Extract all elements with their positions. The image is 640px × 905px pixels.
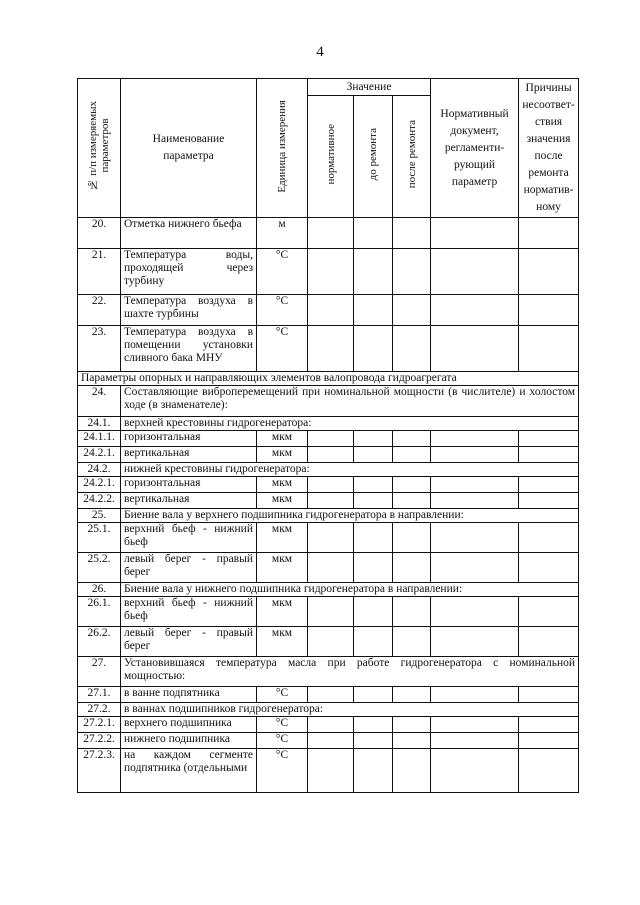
unit-cell: мкм bbox=[257, 523, 308, 553]
row-number: 23. bbox=[78, 326, 121, 372]
section-row bbox=[78, 372, 579, 386]
value-after-cell bbox=[393, 597, 431, 627]
parameters-table bbox=[77, 78, 579, 793]
value-normative-cell bbox=[308, 295, 354, 326]
value-before-cell bbox=[354, 493, 393, 509]
row-number: 21. bbox=[78, 249, 121, 295]
value-before-cell bbox=[354, 295, 393, 326]
value-before-cell bbox=[354, 326, 393, 372]
value-before-cell bbox=[354, 597, 393, 627]
value-after-cell bbox=[393, 627, 431, 657]
value-normative-cell bbox=[308, 749, 354, 793]
group-title: в ваннах подшипников гидрогенератора: bbox=[121, 703, 579, 717]
table-row bbox=[78, 597, 579, 627]
value-normative-cell bbox=[308, 493, 354, 509]
value-before-cell bbox=[354, 523, 393, 553]
col-header-document: Нормативный документ, регламенти- рующий параметр bbox=[431, 79, 519, 218]
parameter-name: верхний бьеф - нижний бьеф bbox=[121, 597, 257, 627]
group-title: нижней крестовины гидрогенератора: bbox=[121, 463, 579, 477]
row-number: 26.1. bbox=[78, 597, 121, 627]
document-cell bbox=[431, 447, 519, 463]
document-cell bbox=[431, 493, 519, 509]
reason-cell bbox=[519, 717, 579, 733]
table-row bbox=[78, 218, 579, 249]
value-normative-cell bbox=[308, 477, 354, 493]
col-header-reasons: Причины несоответ- ствия значения после ремонта норматив- ному bbox=[519, 79, 579, 218]
unit-cell: мкм bbox=[257, 627, 308, 657]
parameter-name: вертикальная bbox=[121, 493, 257, 509]
value-normative-cell bbox=[308, 218, 354, 249]
group-title: Биение вала у нижнего подшипника гидрогенератора в направлении: bbox=[121, 583, 579, 597]
document-cell bbox=[431, 295, 519, 326]
value-normative-cell bbox=[308, 553, 354, 583]
row-number: 27.2.1. bbox=[78, 717, 121, 733]
document-cell bbox=[431, 326, 519, 372]
document-cell bbox=[431, 553, 519, 583]
unit-cell: мкм bbox=[257, 553, 308, 583]
row-number: 25. bbox=[78, 509, 121, 523]
value-normative-cell bbox=[308, 326, 354, 372]
row-number: 26.2. bbox=[78, 627, 121, 657]
group-row bbox=[78, 386, 579, 417]
value-before-cell bbox=[354, 733, 393, 749]
value-before-cell bbox=[354, 249, 393, 295]
value-normative-cell bbox=[308, 627, 354, 657]
parameter-name: горизонтальная bbox=[121, 431, 257, 447]
group-title: Установившаяся температура масла при работе гидрогенератора с номинальной мощностью: bbox=[121, 657, 579, 687]
value-after-cell bbox=[393, 493, 431, 509]
reason-cell bbox=[519, 218, 579, 249]
value-after-cell bbox=[393, 523, 431, 553]
unit-cell: °С bbox=[257, 249, 308, 295]
col-header-normative: нормативное bbox=[308, 96, 354, 218]
value-after-cell bbox=[393, 687, 431, 703]
row-number: 27.2. bbox=[78, 703, 121, 717]
page-number: 4 bbox=[316, 44, 324, 60]
row-number: 24.1. bbox=[78, 417, 121, 431]
parameter-name: вертикальная bbox=[121, 447, 257, 463]
unit-cell: °С bbox=[257, 717, 308, 733]
document-cell bbox=[431, 523, 519, 553]
row-number: 27.2.3. bbox=[78, 749, 121, 793]
row-number: 27.2.2. bbox=[78, 733, 121, 749]
unit-cell: мкм bbox=[257, 597, 308, 627]
value-after-cell bbox=[393, 733, 431, 749]
parameter-name: горизонтальная bbox=[121, 477, 257, 493]
unit-cell: мкм bbox=[257, 447, 308, 463]
parameter-name: верхний бьеф - нижний бьеф bbox=[121, 523, 257, 553]
parameter-name: Отметка нижнего бьефа bbox=[121, 218, 257, 249]
reason-cell bbox=[519, 326, 579, 372]
document-cell bbox=[431, 749, 519, 793]
reason-cell bbox=[519, 749, 579, 793]
table-row bbox=[78, 717, 579, 733]
row-number: 24. bbox=[78, 386, 121, 417]
unit-cell: °С bbox=[257, 295, 308, 326]
value-normative-cell bbox=[308, 447, 354, 463]
unit-cell: мкм bbox=[257, 477, 308, 493]
value-normative-cell bbox=[308, 717, 354, 733]
value-after-cell bbox=[393, 553, 431, 583]
reason-cell bbox=[519, 627, 579, 657]
value-before-cell bbox=[354, 431, 393, 447]
row-number: 24.2.1. bbox=[78, 477, 121, 493]
value-normative-cell bbox=[308, 523, 354, 553]
group-title: Составляющие виброперемещений при номинальной мощности (в числителе) и холостом ходе (в знаменателе): bbox=[121, 386, 579, 417]
table-row bbox=[78, 553, 579, 583]
table-row bbox=[78, 326, 579, 372]
unit-cell: °С bbox=[257, 749, 308, 793]
header-row bbox=[78, 79, 579, 96]
value-normative-cell bbox=[308, 597, 354, 627]
value-normative-cell bbox=[308, 249, 354, 295]
row-number: 25.2. bbox=[78, 553, 121, 583]
row-number: 27. bbox=[78, 657, 121, 687]
section-title: Параметры опорных и направляющих элементов валопровода гидроагрегата bbox=[78, 372, 579, 386]
value-normative-cell bbox=[308, 431, 354, 447]
parameter-name: левый берег - правый берег bbox=[121, 627, 257, 657]
row-number: 20. bbox=[78, 218, 121, 249]
parameter-name: нижнего подшипника bbox=[121, 733, 257, 749]
unit-cell: °С bbox=[257, 733, 308, 749]
unit-cell: °С bbox=[257, 687, 308, 703]
col-header-value-group: Значение bbox=[308, 79, 431, 96]
reason-cell bbox=[519, 687, 579, 703]
document-cell bbox=[431, 249, 519, 295]
group-row bbox=[78, 583, 579, 597]
reason-cell bbox=[519, 553, 579, 583]
parameter-name: Температура воздуха в шахте турбины bbox=[121, 295, 257, 326]
reason-cell bbox=[519, 493, 579, 509]
table-row bbox=[78, 733, 579, 749]
table-row bbox=[78, 523, 579, 553]
row-number: 24.2.1. bbox=[78, 447, 121, 463]
group-row bbox=[78, 417, 579, 431]
value-before-cell bbox=[354, 627, 393, 657]
value-before-cell bbox=[354, 447, 393, 463]
parameter-name: Температура воды, проходящей через турбину bbox=[121, 249, 257, 295]
value-normative-cell bbox=[308, 687, 354, 703]
document-cell bbox=[431, 687, 519, 703]
reason-cell bbox=[519, 477, 579, 493]
value-before-cell bbox=[354, 218, 393, 249]
row-number: 25.1. bbox=[78, 523, 121, 553]
value-normative-cell bbox=[308, 733, 354, 749]
reason-cell bbox=[519, 447, 579, 463]
document-cell bbox=[431, 218, 519, 249]
value-after-cell bbox=[393, 218, 431, 249]
col-header-unit: Единица измерения bbox=[257, 79, 308, 218]
table-row bbox=[78, 749, 579, 793]
value-after-cell bbox=[393, 431, 431, 447]
parameter-name: на каждом сегменте подпятника (отдельными bbox=[121, 749, 257, 793]
value-after-cell bbox=[393, 477, 431, 493]
row-number: 24.2.2. bbox=[78, 493, 121, 509]
row-number: 24.2. bbox=[78, 463, 121, 477]
parameter-name: в ванне подпятника bbox=[121, 687, 257, 703]
value-before-cell bbox=[354, 553, 393, 583]
unit-cell: мкм bbox=[257, 493, 308, 509]
document-cell bbox=[431, 597, 519, 627]
table-row bbox=[78, 493, 579, 509]
row-number: 26. bbox=[78, 583, 121, 597]
table-row bbox=[78, 431, 579, 447]
reason-cell bbox=[519, 523, 579, 553]
reason-cell bbox=[519, 249, 579, 295]
col-header-name: Наименование параметра bbox=[121, 79, 257, 218]
value-before-cell bbox=[354, 717, 393, 733]
group-row bbox=[78, 463, 579, 477]
value-after-cell bbox=[393, 295, 431, 326]
group-row bbox=[78, 657, 579, 687]
value-after-cell bbox=[393, 717, 431, 733]
table-row bbox=[78, 687, 579, 703]
value-before-cell bbox=[354, 687, 393, 703]
unit-cell: мкм bbox=[257, 431, 308, 447]
unit-cell: м bbox=[257, 218, 308, 249]
value-after-cell bbox=[393, 749, 431, 793]
group-row bbox=[78, 509, 579, 523]
row-number: 27.1. bbox=[78, 687, 121, 703]
parameter-name: левый берег - правый берег bbox=[121, 553, 257, 583]
table-row bbox=[78, 249, 579, 295]
group-title: верхней крестовины гидрогенератора: bbox=[121, 417, 579, 431]
reason-cell bbox=[519, 733, 579, 749]
col-header-after-repair: после ремонта bbox=[393, 96, 431, 218]
unit-cell: °С bbox=[257, 326, 308, 372]
row-number: 22. bbox=[78, 295, 121, 326]
document-cell bbox=[431, 477, 519, 493]
value-after-cell bbox=[393, 326, 431, 372]
document-cell bbox=[431, 627, 519, 657]
document-cell bbox=[431, 431, 519, 447]
reason-cell bbox=[519, 597, 579, 627]
document-cell bbox=[431, 733, 519, 749]
table-row bbox=[78, 477, 579, 493]
col-header-before-repair: до ремонта bbox=[354, 96, 393, 218]
parameter-name: верхнего подшипника bbox=[121, 717, 257, 733]
reason-cell bbox=[519, 295, 579, 326]
reason-cell bbox=[519, 431, 579, 447]
value-before-cell bbox=[354, 477, 393, 493]
table-row bbox=[78, 295, 579, 326]
value-before-cell bbox=[354, 749, 393, 793]
document-cell bbox=[431, 717, 519, 733]
parameter-name: Температура воздуха в помещении установки сливного бака МНУ bbox=[121, 326, 257, 372]
table-row bbox=[78, 447, 579, 463]
row-number: 24.1.1. bbox=[78, 431, 121, 447]
value-after-cell bbox=[393, 447, 431, 463]
group-row bbox=[78, 703, 579, 717]
group-title: Биение вала у верхнего подшипника гидрогенератора в направлении: bbox=[121, 509, 579, 523]
table-row bbox=[78, 627, 579, 657]
col-header-number: № п/п измеряемых параметров bbox=[78, 79, 121, 218]
value-after-cell bbox=[393, 249, 431, 295]
